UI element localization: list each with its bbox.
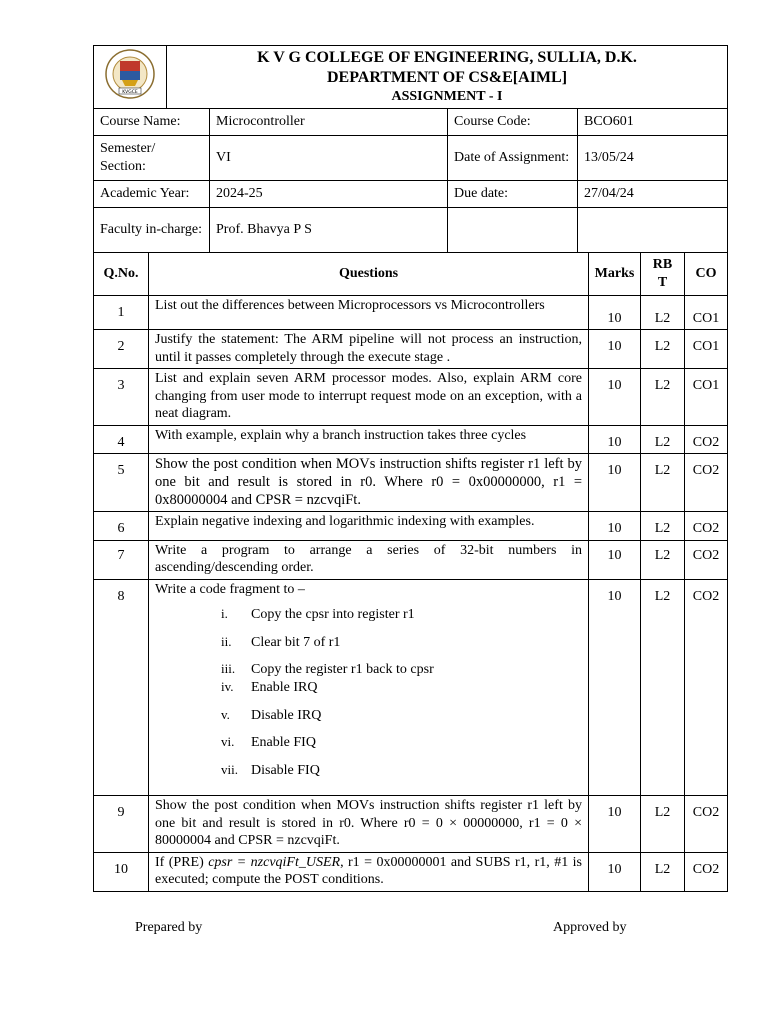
qno-header: Q.No. (94, 252, 149, 295)
question-text: Justify the statement: The ARM pipeline will not process an instruction, until it passes completely through the execute stage . (149, 330, 589, 369)
question-row (94, 852, 728, 891)
question-marks: 10 (589, 512, 641, 541)
question-text: Show the post condition when MOVs instruction shifts register r1 left by one bit and result is stored in r0. Where r0 = 0 × 00000000, r1 = 0 × 80000004 and CPSR = nzcvqiFt. (149, 796, 589, 853)
approved-by-label: Approved by (553, 920, 627, 935)
question-rbt: L2 (641, 369, 685, 426)
prepared-by-label: Prepared by (135, 920, 203, 935)
question-row (94, 369, 728, 426)
question-co: CO1 (685, 369, 728, 426)
question-rbt: L2 (641, 295, 685, 330)
question-text: If (PRE) cpsr = nzcvqiFt_USER, r1 = 0x00000001 and SUBS r1, r1, #1 is executed; compute the POST conditions. (149, 852, 589, 891)
co-header: CO (685, 252, 728, 295)
due-date-label: Due date: (448, 180, 578, 207)
questions-header: Questions (149, 252, 589, 295)
question-text: Write a program to arrange a series of 32-bit numbers in ascending/descending order. (149, 540, 589, 579)
department-name: DEPARTMENT OF CS&E[AIML] (326, 69, 568, 86)
academic-year-label: Academic Year: (94, 180, 210, 207)
course-name-label: Course Name: (94, 108, 210, 135)
question-number: 10 (94, 852, 149, 891)
sub-item: i. Copy the cpsr into register r1 (221, 606, 415, 623)
sub-item: iv. Enable IRQ (221, 679, 318, 696)
header-table (93, 45, 728, 109)
question-number: 5 (94, 454, 149, 512)
college-logo-icon (102, 47, 158, 101)
sub-item: vi. Enable FIQ (221, 734, 316, 751)
faculty-value: Prof. Bhavya P S (210, 207, 448, 252)
question-row (94, 540, 728, 579)
question-marks: 10 (589, 369, 641, 426)
question-co: CO2 (685, 579, 728, 796)
course-code-value: BCO601 (578, 108, 728, 135)
marks-header: Marks (589, 252, 641, 295)
question-rbt: L2 (641, 512, 685, 541)
question-co: CO1 (685, 330, 728, 369)
question-number: 7 (94, 540, 149, 579)
semester-label: Semester/ Section: (94, 135, 210, 180)
course-info-table (93, 108, 728, 253)
question-text (149, 579, 589, 796)
question-text: With example, explain why a branch instruction takes three cycles (149, 425, 589, 454)
question-row (94, 579, 728, 796)
question-number: 3 (94, 369, 149, 426)
question-row (94, 330, 728, 369)
question-marks: 10 (589, 796, 641, 853)
semester-value: VI (210, 135, 448, 180)
question-co: CO2 (685, 454, 728, 512)
question-marks: 10 (589, 540, 641, 579)
sub-item-list (155, 606, 582, 789)
question-marks: 10 (589, 330, 641, 369)
question-row (94, 512, 728, 541)
sub-item: vii. Disable FIQ (221, 761, 320, 778)
college-logo (94, 46, 167, 109)
question-row (94, 796, 728, 853)
assignment-title: ASSIGNMENT - I (391, 89, 503, 104)
assignment-sheet (93, 45, 728, 892)
rbt-header: RBT (641, 252, 685, 295)
question-text: Show the post condition when MOVs instruction shifts register r1 left by one bit and result is stored in r0. Where r0 = 0x00000000, r1 = 0x80000004 and CPSR = nzcvqiFt. (149, 454, 589, 512)
question-number: 9 (94, 796, 149, 853)
empty-cell (578, 207, 728, 252)
sub-item: iii. Copy the register r1 back to cpsr (221, 661, 434, 678)
question-marks: 10 (589, 295, 641, 330)
question-row (94, 454, 728, 512)
question-text: Explain negative indexing and logarithmic indexing with examples. (149, 512, 589, 541)
academic-year-value: 2024-25 (210, 180, 448, 207)
question-rbt: L2 (641, 852, 685, 891)
question-number: 4 (94, 425, 149, 454)
assignment-date-value: 13/05/24 (578, 135, 728, 180)
question-co: CO1 (685, 295, 728, 330)
svg-text:KVGCE: KVGCE (122, 90, 138, 95)
sub-item: v. Disable IRQ (221, 706, 322, 723)
question-number: 1 (94, 295, 149, 330)
assignment-date-label: Date of Assignment: (448, 135, 578, 180)
due-date-value: 27/04/24 (578, 180, 728, 207)
question-row (94, 425, 728, 454)
question-rbt: L2 (641, 579, 685, 796)
question-rbt: L2 (641, 540, 685, 579)
college-name: K V G COLLEGE OF ENGINEERING, SULLIA, D.K. (257, 49, 637, 66)
question-rbt: L2 (641, 425, 685, 454)
question-number: 6 (94, 512, 149, 541)
question-marks: 10 (589, 454, 641, 512)
faculty-label: Faculty in-charge: (94, 207, 210, 252)
sub-item: ii. Clear bit 7 of r1 (221, 633, 341, 650)
course-code-label: Course Code: (448, 108, 578, 135)
question-number: 2 (94, 330, 149, 369)
question-rbt: L2 (641, 454, 685, 512)
question-rbt: L2 (641, 330, 685, 369)
question-row (94, 295, 728, 330)
question-marks: 10 (589, 852, 641, 891)
questions-table (93, 252, 728, 892)
question-co: CO2 (685, 540, 728, 579)
empty-cell (448, 207, 578, 252)
question-text: List and explain seven ARM processor modes. Also, explain ARM core changing from user mode to interrupt request mode on an exception, with a neat diagram. (149, 369, 589, 426)
question-co: CO2 (685, 796, 728, 853)
course-name-value: Microcontroller (210, 108, 448, 135)
question-co: CO2 (685, 852, 728, 891)
question-co: CO2 (685, 512, 728, 541)
question-marks: 10 (589, 425, 641, 454)
question-text: List out the differences between Microprocessors vs Microcontrollers (149, 295, 589, 330)
question-marks: 10 (589, 579, 641, 796)
question-intro: Write a code fragment to – (155, 581, 305, 597)
question-number: 8 (94, 579, 149, 796)
question-rbt: L2 (641, 796, 685, 853)
question-co: CO2 (685, 425, 728, 454)
